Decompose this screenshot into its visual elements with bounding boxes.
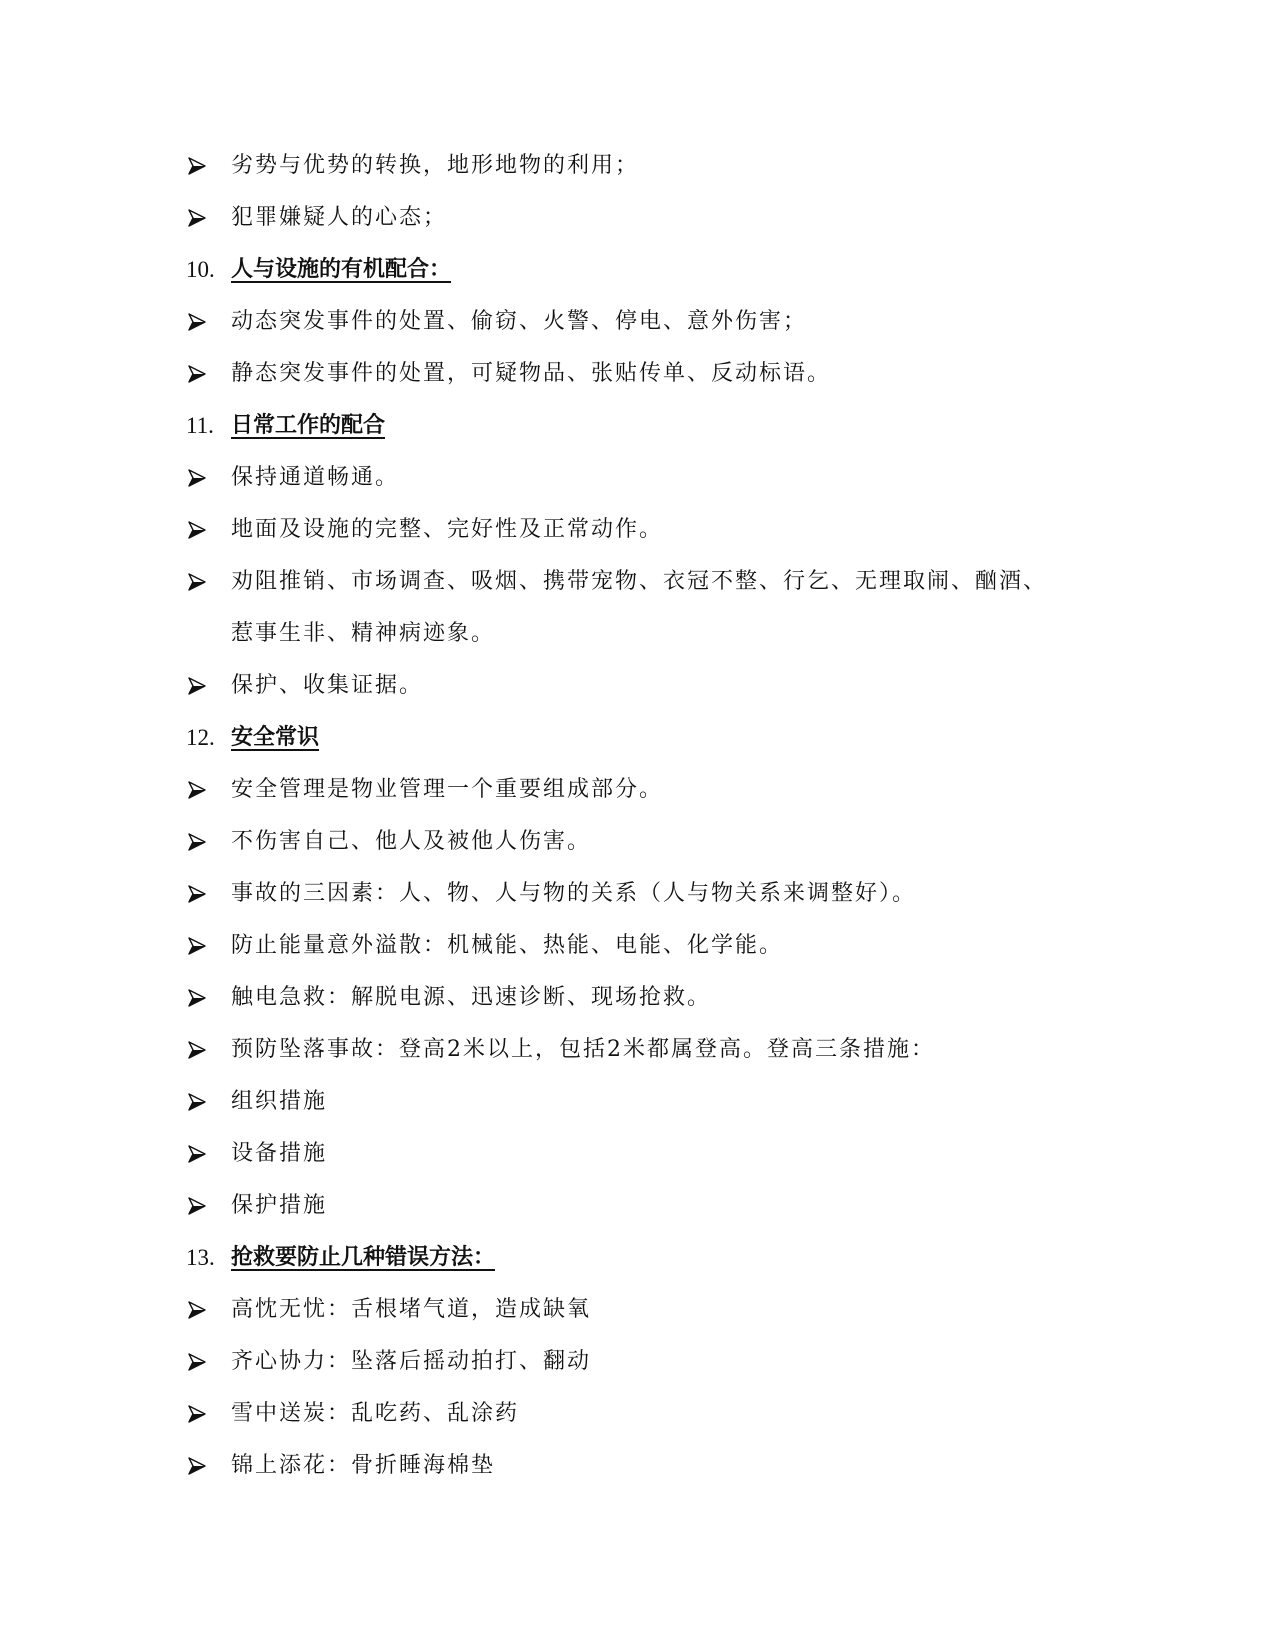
- list-item-text: 不伤害自己、他人及被他人伤害。: [231, 829, 592, 854]
- arrowhead-bullet-icon: [186, 192, 216, 244]
- list-item: [186, 1336, 1086, 1388]
- section-number: 10.: [186, 257, 215, 282]
- list-item-text: 锦上添花：骨折睡海棉垫: [231, 1453, 496, 1478]
- list-item: [186, 1388, 1086, 1440]
- list-item-text: 触电急救：解脱电源、迅速诊断、现场抢救。: [231, 985, 712, 1010]
- list-item-text: 设备措施: [231, 1141, 328, 1166]
- list-item: [186, 504, 1086, 556]
- arrowhead-bullet-icon: [186, 348, 216, 400]
- list-item-text: 犯罪嫌疑人的心态；: [231, 205, 448, 230]
- section-title: 日常工作的配合: [231, 413, 386, 438]
- section-heading: [186, 712, 1086, 764]
- list-item-text: 齐心协力：坠落后摇动拍打、翻动: [231, 1349, 592, 1374]
- arrowhead-bullet-icon: [186, 868, 216, 920]
- arrowhead-bullet-icon: [186, 504, 216, 556]
- arrowhead-bullet-icon: [186, 296, 216, 348]
- section-number: 11.: [186, 413, 214, 438]
- list-item-text: 劝阻推销、市场调查、吸烟、携带宠物、衣冠不整、行乞、无理取闹、酗酒、: [231, 569, 1048, 594]
- list-item: [186, 660, 1086, 712]
- list-item-text: 预防坠落事故：登高2米以上，包括2米都属登高。登高三条措施：: [231, 1037, 935, 1062]
- arrowhead-bullet-icon: [186, 1388, 216, 1440]
- arrowhead-bullet-icon: [186, 1128, 216, 1180]
- arrowhead-bullet-icon: [186, 1180, 216, 1232]
- list-item-text: 劣势与优势的转换，地形地物的利用；: [231, 153, 640, 178]
- arrowhead-bullet-icon: [186, 556, 216, 608]
- list-item: [186, 556, 1086, 608]
- arrowhead-bullet-icon: [186, 1440, 216, 1492]
- list-item: [186, 1440, 1086, 1492]
- list-item-continuation: [186, 608, 1086, 660]
- arrowhead-bullet-icon: [186, 816, 216, 868]
- arrowhead-bullet-icon: [186, 1024, 216, 1076]
- list-item-text: 保护措施: [231, 1193, 328, 1218]
- list-item-text: 动态突发事件的处置、偷窃、火警、停电、意外伤害；: [231, 309, 808, 334]
- list-item-text: 保护、收集证据。: [231, 673, 424, 698]
- list-item-text: 保持通道畅通。: [231, 465, 400, 490]
- section-title: 人与设施的有机配合：: [231, 257, 452, 282]
- list-item: [186, 1024, 1086, 1076]
- list-item: [186, 348, 1086, 400]
- list-item: [186, 192, 1086, 244]
- arrowhead-bullet-icon: [186, 972, 216, 1024]
- list-item-text: 防止能量意外溢散：机械能、热能、电能、化学能。: [231, 933, 784, 958]
- list-item-text: 雪中送炭：乱吃药、乱涂药: [231, 1401, 520, 1426]
- arrowhead-bullet-icon: [186, 140, 216, 192]
- arrowhead-bullet-icon: [186, 764, 216, 816]
- arrowhead-bullet-icon: [186, 452, 216, 504]
- list-item: [186, 972, 1086, 1024]
- list-item: [186, 764, 1086, 816]
- list-item: [186, 1128, 1086, 1180]
- section-heading: [186, 1232, 1086, 1284]
- list-item: [186, 816, 1086, 868]
- list-item: [186, 1284, 1086, 1336]
- section-title: 抢救要防止几种错误方法：: [231, 1245, 496, 1270]
- list-item-text: 安全管理是物业管理一个重要组成部分。: [231, 777, 664, 802]
- document-body: [186, 140, 1086, 1492]
- arrowhead-bullet-icon: [186, 1284, 216, 1336]
- section-number: 13.: [186, 1245, 215, 1270]
- list-item-text: 地面及设施的完整、完好性及正常动作。: [231, 517, 664, 542]
- section-heading: [186, 244, 1086, 296]
- arrowhead-bullet-icon: [186, 920, 216, 972]
- list-item-text: 惹事生非、精神病迹象。: [231, 621, 496, 646]
- arrowhead-bullet-icon: [186, 660, 216, 712]
- section-title: 安全常识: [231, 725, 320, 750]
- section-number: 12.: [186, 725, 215, 750]
- arrowhead-bullet-icon: [186, 1076, 216, 1128]
- list-item-text: 事故的三因素：人、物、人与物的关系（人与物关系来调整好）。: [231, 881, 917, 906]
- list-item: [186, 296, 1086, 348]
- list-item: [186, 868, 1086, 920]
- list-item-text: 静态突发事件的处置，可疑物品、张贴传单、反动标语。: [231, 361, 832, 386]
- list-item-text: 组织措施: [231, 1089, 328, 1114]
- list-item: [186, 452, 1086, 504]
- list-item: [186, 140, 1086, 192]
- arrowhead-bullet-icon: [186, 1336, 216, 1388]
- section-heading: [186, 400, 1086, 452]
- list-item: [186, 1076, 1086, 1128]
- list-item-text: 高忱无忧：舌根堵气道，造成缺氧: [231, 1297, 592, 1322]
- list-item: [186, 920, 1086, 972]
- list-item: [186, 1180, 1086, 1232]
